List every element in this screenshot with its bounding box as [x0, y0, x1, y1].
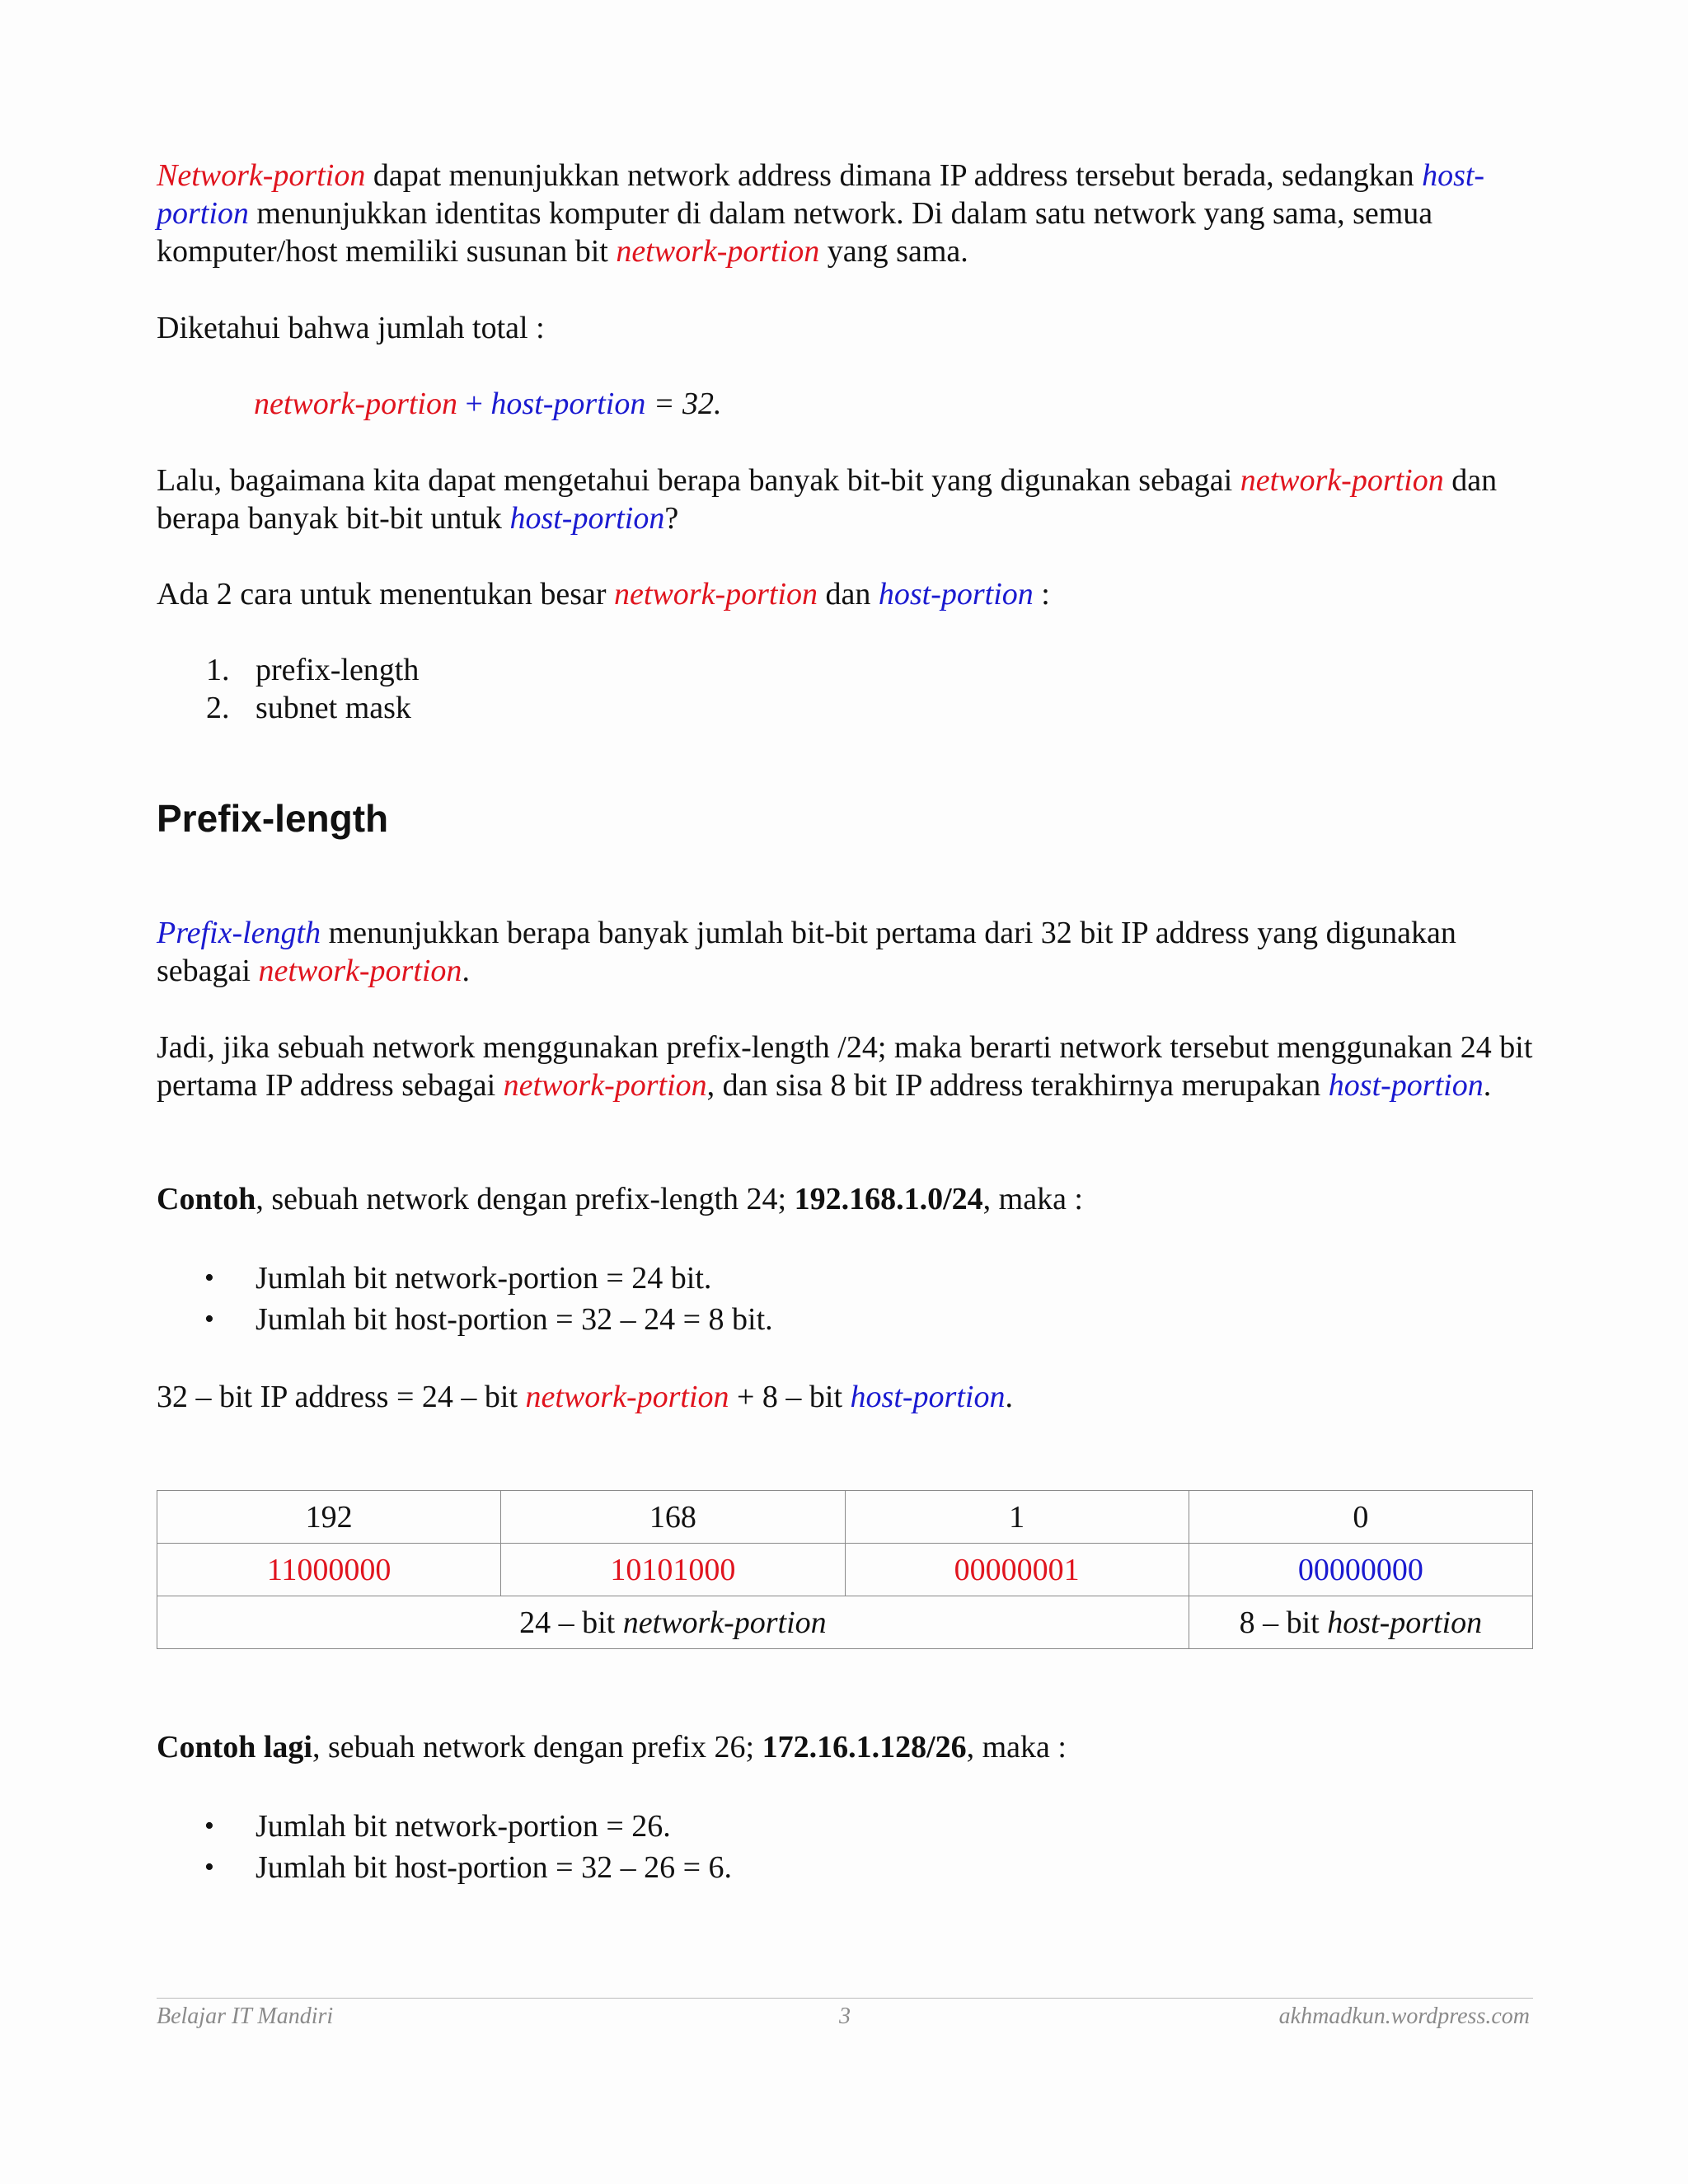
example-address: 172.16.1.128/26	[762, 1730, 967, 1765]
footer-left: Belajar IT Mandiri	[157, 2004, 334, 2029]
host-portion-term: host-portion	[490, 387, 646, 421]
network-portion-term: network-portion	[525, 1380, 729, 1414]
text: dan berapa banyak bit-bit untuk	[157, 463, 1498, 536]
list-number: 1.	[206, 653, 230, 687]
footer-page-number: 3	[839, 2004, 851, 2029]
footer-divider	[157, 1998, 1533, 1999]
intro-paragraph-4	[157, 575, 1541, 613]
intro-paragraph-1	[157, 157, 1541, 270]
formula-result: = 32.	[645, 387, 722, 421]
formula	[254, 385, 1490, 423]
prefix-length-paragraph-1	[157, 914, 1541, 990]
prefix-length-term: Prefix-length	[157, 916, 321, 950]
table-cell-binary-network: 10101000	[501, 1544, 845, 1596]
bullet-icon: •	[204, 1263, 214, 1293]
text: yang sama.	[819, 234, 968, 269]
network-portion-term: network-portion	[614, 577, 818, 612]
list-item	[157, 1259, 1541, 1301]
bullet-icon: •	[204, 1852, 214, 1882]
list-item	[157, 651, 1541, 689]
text: Lalu, bagaimana kita dapat mengetahui berapa banyak bit-bit yang digunakan sebagai	[157, 463, 1240, 498]
table-row-portions	[157, 1596, 1533, 1649]
text: dan	[818, 577, 879, 612]
list-item	[157, 1301, 1541, 1342]
text: dapat menunjukkan network address dimana IP address tersebut berada, sedangkan	[365, 158, 1423, 193]
text: menunjukkan identitas komputer di dalam network. Di dalam satu network yang sama, semua komputer/host memiliki susunan bit	[157, 196, 1433, 269]
example-label: Contoh lagi	[157, 1730, 312, 1765]
text: Ada 2 cara untuk menentukan besar	[157, 577, 615, 612]
list-item	[157, 689, 1541, 727]
example-1	[157, 1180, 1541, 1218]
text: :	[1033, 577, 1050, 612]
network-portion-term: network-portion	[616, 234, 820, 269]
table-cell-host-portion	[1189, 1596, 1532, 1649]
plus-sign: +	[457, 387, 491, 421]
table-cell-octet: 1	[845, 1491, 1189, 1544]
bullet-text: Jumlah bit network-portion = 26.	[256, 1809, 671, 1844]
network-portion-term: Network-portion	[157, 158, 366, 193]
footer-right: akhmadkun.wordpress.com	[1278, 2004, 1530, 2029]
host-portion-term: host-portion	[509, 501, 665, 536]
network-portion-term: network-portion	[503, 1068, 707, 1103]
text: Jadi, jika sebuah network menggunakan prefix-length /24; maka berarti network tersebut menggunakan 24 bit pertama IP address sebagai	[157, 1030, 1533, 1103]
table-cell-binary-host: 00000000	[1189, 1544, 1532, 1596]
ip-address-table	[157, 1490, 1533, 1649]
network-portion-term: network-portion	[1240, 463, 1444, 498]
table-cell-binary-network: 00000001	[845, 1544, 1189, 1596]
section-heading: Prefix-length	[157, 797, 389, 840]
example-label: Contoh	[157, 1182, 256, 1216]
list-number: 2.	[206, 691, 230, 725]
table-cell-octet: 0	[1189, 1491, 1532, 1544]
list-item	[157, 1807, 1541, 1849]
text: , maka :	[982, 1182, 1083, 1216]
table-row-binary	[157, 1544, 1533, 1596]
table-cell-octet: 192	[157, 1491, 501, 1544]
host-portion-term: host-portion	[850, 1380, 1006, 1414]
network-portion-term: network-portion	[258, 954, 462, 988]
text: , maka :	[966, 1730, 1067, 1765]
host-portion-term: host-portion	[1328, 1068, 1484, 1103]
bit-equation	[157, 1378, 1541, 1416]
text: .	[1483, 1068, 1492, 1103]
text: , sebuah network dengan prefix 26;	[312, 1730, 762, 1765]
example-address: 192.168.1.0/24	[794, 1182, 983, 1216]
table-cell-network-portion	[157, 1596, 1189, 1649]
text: menunjukkan berapa banyak jumlah bit-bit pertama dari 32 bit IP address yang digunakan sebagai	[157, 916, 1456, 988]
table-row-octets	[157, 1491, 1533, 1544]
bullet-icon: •	[204, 1304, 214, 1334]
table-cell-binary-network: 11000000	[157, 1544, 501, 1596]
methods-list	[157, 651, 1541, 727]
text: 8 – bit	[1239, 1605, 1328, 1640]
example-2-bullets	[157, 1807, 1541, 1890]
intro-paragraph-2: Diketahui bahwa jumlah total :	[157, 311, 545, 345]
bullet-text: Jumlah bit host-portion = 32 – 26 = 6.	[256, 1850, 733, 1885]
host-portion-term: host-portion	[157, 158, 1485, 231]
list-item	[157, 1849, 1541, 1890]
network-portion-term: network-portion	[254, 387, 457, 421]
prefix-length-paragraph-2	[157, 1029, 1541, 1104]
text: , sebuah network dengan prefix-length 24;	[256, 1182, 795, 1216]
bullet-icon: •	[204, 1811, 214, 1841]
text: .	[462, 954, 470, 988]
text: , dan sisa 8 bit IP address terakhirnya merupakan	[706, 1068, 1329, 1103]
host-portion-term: host-portion	[1327, 1605, 1483, 1640]
example-1-bullets	[157, 1259, 1541, 1342]
intro-paragraph-3	[157, 462, 1541, 537]
list-item-label: subnet mask	[256, 691, 411, 725]
network-portion-term: network-portion	[622, 1605, 827, 1640]
table-cell-octet: 168	[501, 1491, 845, 1544]
bullet-text: Jumlah bit network-portion = 24 bit.	[256, 1261, 712, 1296]
example-2	[157, 1728, 1541, 1766]
bullet-text: Jumlah bit host-portion = 32 – 24 = 8 bit.	[256, 1302, 773, 1337]
list-item-label: prefix-length	[256, 653, 420, 687]
text: 32 – bit IP address = 24 – bit	[157, 1380, 526, 1414]
text: ?	[664, 501, 679, 536]
host-portion-term: host-portion	[878, 577, 1034, 612]
text: 24 – bit	[519, 1605, 623, 1640]
text: + 8 – bit	[729, 1380, 851, 1414]
text: .	[1005, 1380, 1013, 1414]
